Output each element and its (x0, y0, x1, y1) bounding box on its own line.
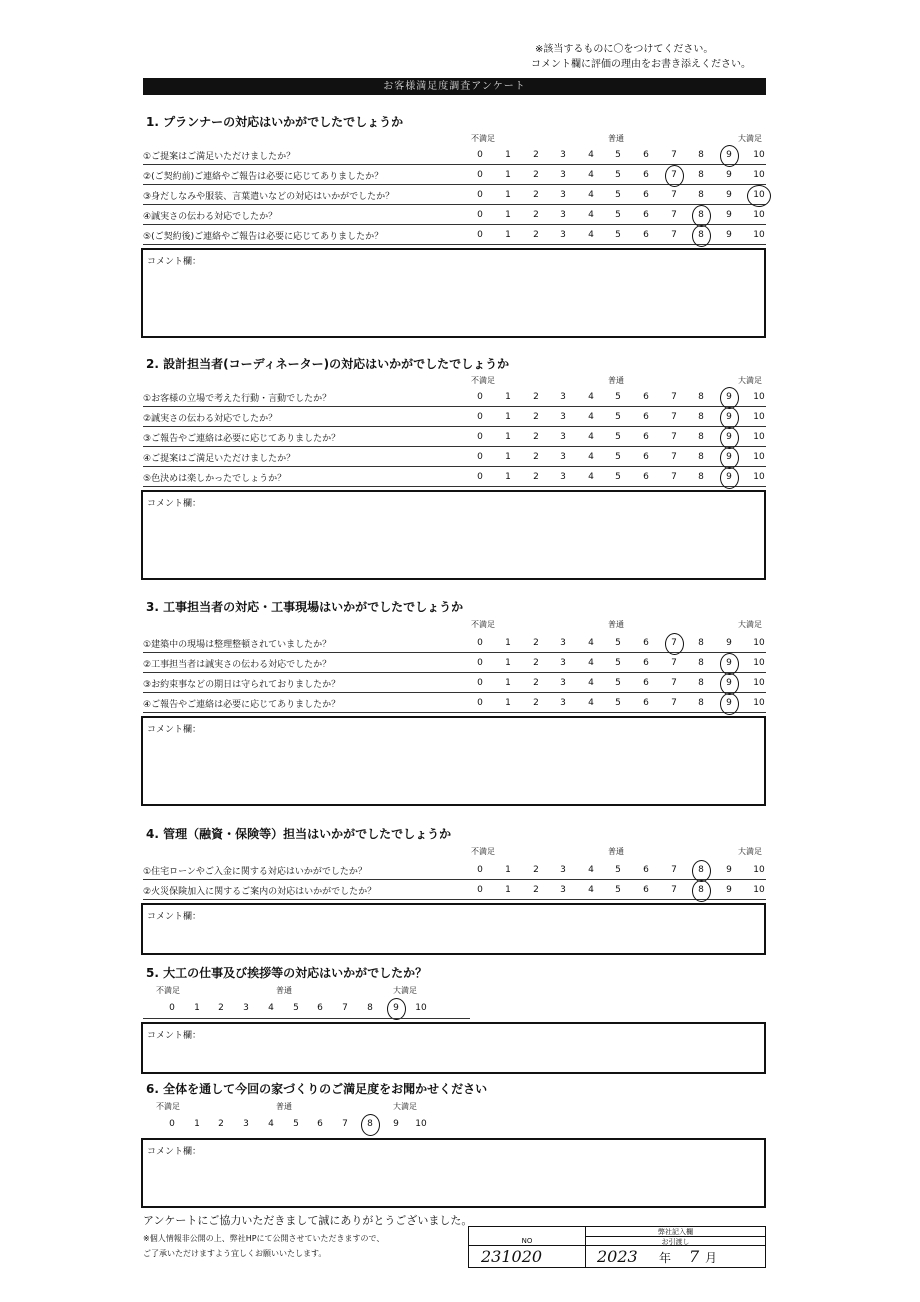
rating-option-5[interactable]: 5 (615, 432, 621, 442)
rating-option-1[interactable]: 1 (505, 452, 511, 462)
selected-answer-circle (665, 633, 684, 655)
rating-option-4[interactable]: 4 (588, 472, 594, 482)
rating-option-5[interactable]: 5 (293, 1003, 299, 1013)
rating-option-1[interactable]: 1 (505, 678, 511, 688)
question-text: ⑤色決めは楽しかったでしょうか？ (143, 474, 287, 484)
rating-option-0[interactable]: 0 (169, 1119, 175, 1129)
scale-high-label: 大満足 (738, 376, 762, 385)
rating-option-2[interactable]: 2 (533, 865, 539, 875)
section-3-title: 3. 工事担当者の対応・工事現場はいかがでしたでしょうか (146, 600, 464, 614)
rating-option-5[interactable]: 5 (293, 1119, 299, 1129)
handwritten-no: 231020 (481, 1247, 543, 1266)
rating-option-4[interactable]: 4 (588, 865, 594, 875)
rating-option-6[interactable]: 6 (643, 150, 649, 160)
question-text: ①住宅ローンやご入金に関する対応はいかがでしたか？ (143, 867, 367, 877)
rating-option-9[interactable]: 9 (726, 432, 732, 442)
rating-option-1[interactable]: 1 (505, 865, 511, 875)
rating-option-10[interactable]: 10 (753, 885, 765, 895)
scale-mid-label: 普通 (608, 134, 624, 143)
comment-label: コメント欄： (147, 725, 202, 735)
scale-low-label: 不満足 (471, 847, 495, 856)
rating-option-10[interactable]: 10 (753, 865, 765, 875)
rating-option-8[interactable]: 8 (698, 678, 704, 688)
rating-option-10[interactable]: 10 (753, 412, 765, 422)
question-text: ④ご報告やご連絡は必要に応じてありましたか？ (143, 700, 341, 710)
rating-option-2[interactable]: 2 (218, 1003, 224, 1013)
rating-option-0[interactable]: 0 (477, 658, 483, 668)
rating-option-10[interactable]: 10 (753, 638, 765, 648)
rating-option-3[interactable]: 3 (560, 190, 566, 200)
scale-high-label: 大満足 (738, 134, 762, 143)
question-text: ①建築中の現場は整理整頓されていましたか？ (143, 640, 332, 650)
rating-option-0[interactable]: 0 (477, 230, 483, 240)
rating-option-2[interactable]: 2 (533, 638, 539, 648)
rating-option-10[interactable]: 10 (753, 190, 765, 200)
rating-option-6[interactable]: 6 (643, 698, 649, 708)
col-no-label: NO (521, 1237, 533, 1245)
rating-option-10[interactable]: 10 (753, 698, 765, 708)
scale-mid-label: 普通 (608, 376, 624, 385)
rating-option-7[interactable]: 7 (671, 230, 677, 240)
rating-option-9[interactable]: 9 (726, 392, 732, 402)
row-divider (143, 486, 766, 487)
selected-answer-circle (692, 205, 711, 227)
rating-option-1[interactable]: 1 (505, 885, 511, 895)
privacy-note-1: ※個人情報非公開の上、弊社HPにて公開させていただきますので、 (143, 1234, 385, 1243)
section-6-title: 6. 全体を通して今回の家づくりのご満足度をお聞かせください (146, 1082, 488, 1096)
selected-answer-circle (720, 427, 739, 449)
row-divider (143, 692, 766, 693)
rating-option-1[interactable]: 1 (505, 392, 511, 402)
handwritten-year: 2023 (597, 1247, 638, 1266)
rating-option-8[interactable]: 8 (698, 452, 704, 462)
rating-option-7[interactable]: 7 (671, 865, 677, 875)
rating-option-10[interactable]: 10 (753, 150, 765, 160)
rating-option-0[interactable]: 0 (477, 638, 483, 648)
question-text: ②(ご契約前)ご連絡やご報告は必要に応じてありましたか？ (143, 172, 384, 182)
rating-option-7[interactable]: 7 (671, 150, 677, 160)
selected-answer-circle (665, 165, 684, 187)
rating-option-8[interactable]: 8 (698, 392, 704, 402)
rating-option-10[interactable]: 10 (753, 472, 765, 482)
section-1-title: 1. プランナーの対応はいかがでしたでしょうか (146, 115, 404, 129)
row-divider (143, 1018, 470, 1019)
rating-option-4[interactable]: 4 (268, 1003, 274, 1013)
rating-option-2[interactable]: 2 (533, 230, 539, 240)
rating-option-9[interactable]: 9 (726, 210, 732, 220)
rating-option-9[interactable]: 9 (726, 658, 732, 668)
rating-option-4[interactable]: 4 (588, 230, 594, 240)
rating-option-5[interactable]: 5 (615, 885, 621, 895)
rating-option-8[interactable]: 8 (698, 472, 704, 482)
selected-answer-circle (692, 225, 711, 247)
rating-option-4[interactable]: 4 (588, 452, 594, 462)
scale-mid-label: 普通 (608, 620, 624, 629)
rating-option-6[interactable]: 6 (643, 452, 649, 462)
row-divider (143, 426, 766, 427)
rating-option-0[interactable]: 0 (477, 190, 483, 200)
rating-option-6[interactable]: 6 (643, 432, 649, 442)
row-divider (143, 712, 766, 713)
row-divider (143, 672, 766, 673)
survey-title-bar: お客様満足度調査アンケート (143, 78, 766, 95)
rating-option-6[interactable]: 6 (643, 230, 649, 240)
rating-option-0[interactable]: 0 (477, 210, 483, 220)
rating-option-0[interactable]: 0 (477, 170, 483, 180)
rating-option-3[interactable]: 3 (560, 210, 566, 220)
rating-option-4[interactable]: 4 (588, 885, 594, 895)
privacy-note-2: ご了承いただけますよう宜しくお願いいたします。 (143, 1249, 327, 1258)
comment-label: コメント欄： (147, 1147, 202, 1157)
rating-option-1[interactable]: 1 (505, 210, 511, 220)
rating-option-2[interactable]: 2 (533, 170, 539, 180)
rating-option-9[interactable]: 9 (726, 170, 732, 180)
selected-answer-circle (720, 387, 739, 409)
rating-option-8[interactable]: 8 (698, 698, 704, 708)
rating-option-7[interactable]: 7 (671, 432, 677, 442)
rating-option-6[interactable]: 6 (643, 190, 649, 200)
scale-mid-label: 普通 (276, 1102, 292, 1111)
comment-box[interactable] (141, 490, 766, 580)
instruction-note-1: ※該当するものに〇をつけてください。 (535, 44, 714, 55)
rating-option-3[interactable]: 3 (243, 1003, 249, 1013)
rating-option-0[interactable]: 0 (477, 452, 483, 462)
scale-high-label: 大満足 (393, 1102, 417, 1111)
rating-option-3[interactable]: 3 (560, 472, 566, 482)
rating-option-10[interactable]: 10 (753, 678, 765, 688)
row-divider (143, 466, 766, 467)
rating-option-10[interactable]: 10 (753, 658, 765, 668)
rating-option-2[interactable]: 2 (533, 190, 539, 200)
rating-option-8[interactable]: 8 (698, 638, 704, 648)
comment-box[interactable] (141, 716, 766, 806)
row-divider (143, 244, 766, 245)
selected-answer-circle (720, 145, 739, 167)
rating-option-8[interactable]: 8 (698, 412, 704, 422)
comment-box[interactable] (141, 903, 766, 955)
rating-option-8[interactable]: 8 (698, 658, 704, 668)
rating-option-3[interactable]: 3 (560, 170, 566, 180)
rating-option-5[interactable]: 5 (615, 698, 621, 708)
rating-option-3[interactable]: 3 (560, 698, 566, 708)
rating-option-10[interactable]: 10 (753, 170, 765, 180)
rating-option-3[interactable]: 3 (560, 865, 566, 875)
rating-option-6[interactable]: 6 (317, 1119, 323, 1129)
rating-option-9[interactable]: 9 (726, 865, 732, 875)
scale-low-label: 不満足 (156, 986, 180, 995)
rating-option-9[interactable]: 9 (726, 452, 732, 462)
rating-option-4[interactable]: 4 (588, 392, 594, 402)
rating-option-9[interactable]: 9 (726, 638, 732, 648)
rating-option-5[interactable]: 5 (615, 638, 621, 648)
rating-option-9[interactable]: 9 (726, 678, 732, 688)
comment-box[interactable] (141, 248, 766, 338)
question-text: ②誠実さの伝わる対応でしたか？ (143, 414, 278, 424)
rating-option-4[interactable]: 4 (588, 210, 594, 220)
rating-option-1[interactable]: 1 (505, 638, 511, 648)
rating-option-8[interactable]: 8 (698, 865, 704, 875)
rating-option-8[interactable]: 8 (698, 230, 704, 240)
rating-option-0[interactable]: 0 (169, 1003, 175, 1013)
rating-option-1[interactable]: 1 (505, 230, 511, 240)
rating-option-5[interactable]: 5 (615, 452, 621, 462)
rating-option-10[interactable]: 10 (753, 432, 765, 442)
rating-option-4[interactable]: 4 (588, 150, 594, 160)
rating-option-5[interactable]: 5 (615, 392, 621, 402)
rating-option-0[interactable]: 0 (477, 472, 483, 482)
rating-option-2[interactable]: 2 (533, 678, 539, 688)
rating-option-4[interactable]: 4 (588, 678, 594, 688)
instruction-note-2: コメント欄に評価の理由をお書き添えください。 (531, 59, 751, 70)
rating-option-7[interactable]: 7 (671, 170, 677, 180)
rating-option-7[interactable]: 7 (342, 1119, 348, 1129)
rating-option-7[interactable]: 7 (342, 1003, 348, 1013)
rating-option-2[interactable]: 2 (533, 472, 539, 482)
question-text: ①ご提案はご満足いただけましたか？ (143, 152, 296, 162)
question-text: ⑤(ご契約後)ご連絡やご報告は必要に応じてありましたか？ (143, 232, 384, 242)
rating-option-6[interactable]: 6 (643, 210, 649, 220)
rating-option-7[interactable]: 7 (671, 472, 677, 482)
rating-option-3[interactable]: 3 (560, 230, 566, 240)
rating-option-1[interactable]: 1 (505, 432, 511, 442)
rating-option-6[interactable]: 6 (643, 885, 649, 895)
rating-option-4[interactable]: 4 (588, 698, 594, 708)
rating-option-9[interactable]: 9 (393, 1119, 399, 1129)
rating-option-6[interactable]: 6 (643, 392, 649, 402)
rating-option-6[interactable]: 6 (643, 658, 649, 668)
rating-option-9[interactable]: 9 (726, 150, 732, 160)
scale-mid-label: 普通 (276, 986, 292, 995)
rating-option-8[interactable]: 8 (698, 885, 704, 895)
rating-option-4[interactable]: 4 (588, 658, 594, 668)
question-text: ③ご報告やご連絡は必要に応じてありましたか？ (143, 434, 341, 444)
rating-option-8[interactable]: 8 (367, 1003, 373, 1013)
rating-option-8[interactable]: 8 (698, 432, 704, 442)
rating-option-9[interactable]: 9 (726, 698, 732, 708)
selected-answer-circle (720, 407, 739, 429)
rating-option-0[interactable]: 0 (477, 678, 483, 688)
rating-option-1[interactable]: 1 (505, 170, 511, 180)
selected-answer-circle (361, 1114, 380, 1136)
scale-high-label: 大満足 (393, 986, 417, 995)
office-use-table (468, 1226, 766, 1268)
rating-option-0[interactable]: 0 (477, 432, 483, 442)
rating-option-3[interactable]: 3 (243, 1119, 249, 1129)
selected-answer-circle (720, 467, 739, 489)
scale-low-label: 不満足 (156, 1102, 180, 1111)
rating-option-0[interactable]: 0 (477, 865, 483, 875)
rating-option-10[interactable]: 10 (415, 1119, 427, 1129)
rating-option-3[interactable]: 3 (560, 412, 566, 422)
rating-option-1[interactable]: 1 (505, 698, 511, 708)
office-header: 弊社記入欄 (658, 1228, 693, 1236)
selected-answer-circle (720, 653, 739, 675)
rating-option-3[interactable]: 3 (560, 432, 566, 442)
comment-box[interactable] (141, 1022, 766, 1074)
rating-option-3[interactable]: 3 (560, 150, 566, 160)
row-divider (143, 406, 766, 407)
rating-option-5[interactable]: 5 (615, 210, 621, 220)
rating-option-0[interactable]: 0 (477, 412, 483, 422)
row-divider (143, 224, 766, 225)
rating-option-10[interactable]: 10 (753, 392, 765, 402)
rating-option-4[interactable]: 4 (588, 170, 594, 180)
selected-answer-circle (692, 860, 711, 882)
rating-option-7[interactable]: 7 (671, 190, 677, 200)
row-divider (143, 204, 766, 205)
rating-option-2[interactable]: 2 (533, 658, 539, 668)
question-text: ①お客様の立場で考えた行動・言動でしたか？ (143, 394, 332, 404)
scale-low-label: 不満足 (471, 620, 495, 629)
rating-option-1[interactable]: 1 (505, 150, 511, 160)
month-label: 月 (705, 1251, 718, 1265)
section-5-title: 5. 大工の仕事及び挨拶等の対応はいかがでしたか？ (146, 966, 428, 980)
comment-label: コメント欄： (147, 257, 202, 267)
rating-option-10[interactable]: 10 (753, 210, 765, 220)
rating-option-1[interactable]: 1 (505, 190, 511, 200)
rating-option-7[interactable]: 7 (671, 638, 677, 648)
rating-option-8[interactable]: 8 (698, 210, 704, 220)
question-text: ④ご提案はご満足いただけましたか？ (143, 454, 296, 464)
rating-option-5[interactable]: 5 (615, 170, 621, 180)
scale-high-label: 大満足 (738, 620, 762, 629)
rating-option-5[interactable]: 5 (615, 190, 621, 200)
rating-option-0[interactable]: 0 (477, 392, 483, 402)
rating-option-8[interactable]: 8 (698, 190, 704, 200)
rating-option-6[interactable]: 6 (643, 412, 649, 422)
rating-option-2[interactable]: 2 (533, 412, 539, 422)
rating-option-0[interactable]: 0 (477, 150, 483, 160)
rating-option-4[interactable]: 4 (588, 190, 594, 200)
rating-option-7[interactable]: 7 (671, 452, 677, 462)
rating-option-1[interactable]: 1 (194, 1119, 200, 1129)
rating-option-5[interactable]: 5 (615, 865, 621, 875)
rating-option-6[interactable]: 6 (317, 1003, 323, 1013)
rating-option-8[interactable]: 8 (698, 170, 704, 180)
rating-option-7[interactable]: 7 (671, 698, 677, 708)
handwritten-month: 7 (689, 1247, 700, 1266)
selected-answer-circle (720, 673, 739, 695)
rating-option-6[interactable]: 6 (643, 170, 649, 180)
rating-option-5[interactable]: 5 (615, 230, 621, 240)
row-divider (143, 879, 766, 880)
rating-option-4[interactable]: 4 (268, 1119, 274, 1129)
rating-option-2[interactable]: 2 (533, 452, 539, 462)
rating-option-8[interactable]: 8 (698, 150, 704, 160)
rating-option-4[interactable]: 4 (588, 412, 594, 422)
rating-option-7[interactable]: 7 (671, 210, 677, 220)
rating-option-3[interactable]: 3 (560, 658, 566, 668)
rating-option-10[interactable]: 10 (753, 452, 765, 462)
rating-option-9[interactable]: 9 (393, 1003, 399, 1013)
rating-option-4[interactable]: 4 (588, 432, 594, 442)
rating-option-3[interactable]: 3 (560, 638, 566, 648)
section-2-title: 2. 設計担当者(コーディネーター)の対応はいかがでしたでしょうか (146, 357, 510, 371)
year-label: 年 (659, 1251, 672, 1265)
rating-option-7[interactable]: 7 (671, 678, 677, 688)
rating-option-10[interactable]: 10 (753, 230, 765, 240)
rating-option-3[interactable]: 3 (560, 678, 566, 688)
row-divider (143, 899, 766, 900)
comment-label: コメント欄： (147, 499, 202, 509)
rating-option-8[interactable]: 8 (367, 1119, 373, 1129)
rating-option-7[interactable]: 7 (671, 885, 677, 895)
rating-option-7[interactable]: 7 (671, 658, 677, 668)
rating-option-1[interactable]: 1 (505, 472, 511, 482)
rating-option-4[interactable]: 4 (588, 638, 594, 648)
rating-option-9[interactable]: 9 (726, 190, 732, 200)
question-text: ③身だしなみや服装、言葉遣いなどの対応はいかがでしたか？ (143, 192, 395, 202)
rating-option-5[interactable]: 5 (615, 150, 621, 160)
rating-option-9[interactable]: 9 (726, 230, 732, 240)
scale-mid-label: 普通 (608, 847, 624, 856)
rating-option-2[interactable]: 2 (533, 392, 539, 402)
scale-low-label: 不満足 (471, 134, 495, 143)
rating-option-0[interactable]: 0 (477, 698, 483, 708)
selected-answer-circle (720, 693, 739, 715)
rating-option-9[interactable]: 9 (726, 472, 732, 482)
rating-option-1[interactable]: 1 (505, 658, 511, 668)
rating-option-5[interactable]: 5 (615, 412, 621, 422)
selected-answer-circle (747, 185, 771, 207)
rating-option-6[interactable]: 6 (643, 678, 649, 688)
rating-option-6[interactable]: 6 (643, 638, 649, 648)
question-text: ③お約束事などの期日は守られておりましたか？ (143, 680, 341, 690)
question-text: ②工事担当者は誠実さの伝わる対応でしたか？ (143, 660, 332, 670)
rating-option-0[interactable]: 0 (477, 885, 483, 895)
rating-option-2[interactable]: 2 (218, 1119, 224, 1129)
rating-option-2[interactable]: 2 (533, 698, 539, 708)
selected-answer-circle (720, 447, 739, 469)
question-text: ②火災保険加入に関するご案内の対応はいかがでしたか？ (143, 887, 377, 897)
rating-option-5[interactable]: 5 (615, 678, 621, 688)
comment-label: コメント欄： (147, 1031, 202, 1041)
scale-low-label: 不満足 (471, 376, 495, 385)
rating-option-2[interactable]: 2 (533, 150, 539, 160)
rating-option-9[interactable]: 9 (726, 885, 732, 895)
rating-option-1[interactable]: 1 (194, 1003, 200, 1013)
question-text: ④誠実さの伝わる対応でしたか？ (143, 212, 278, 222)
scale-high-label: 大満足 (738, 847, 762, 856)
thanks-message: アンケートにご協力いただきまして誠にありがとうございました。 (143, 1214, 473, 1227)
rating-option-3[interactable]: 3 (560, 452, 566, 462)
rating-option-6[interactable]: 6 (643, 472, 649, 482)
comment-box[interactable] (141, 1138, 766, 1208)
rating-option-3[interactable]: 3 (560, 392, 566, 402)
rating-option-5[interactable]: 5 (615, 472, 621, 482)
selected-answer-circle (692, 880, 711, 902)
rating-option-2[interactable]: 2 (533, 432, 539, 442)
rating-option-10[interactable]: 10 (415, 1003, 427, 1013)
selected-answer-circle (387, 998, 406, 1020)
rating-option-3[interactable]: 3 (560, 885, 566, 895)
comment-label: コメント欄： (147, 912, 202, 922)
rating-option-2[interactable]: 2 (533, 885, 539, 895)
rating-option-2[interactable]: 2 (533, 210, 539, 220)
row-divider (143, 446, 766, 447)
rating-option-7[interactable]: 7 (671, 412, 677, 422)
rating-option-9[interactable]: 9 (726, 412, 732, 422)
rating-option-7[interactable]: 7 (671, 392, 677, 402)
section-4-title: 4. 管理（融資・保険等）担当はいかがでしたでしょうか (146, 827, 452, 841)
rating-option-6[interactable]: 6 (643, 865, 649, 875)
rating-option-5[interactable]: 5 (615, 658, 621, 668)
col-delivery-label: お引渡し (661, 1238, 690, 1246)
rating-option-1[interactable]: 1 (505, 412, 511, 422)
office-col-divider (585, 1227, 586, 1267)
